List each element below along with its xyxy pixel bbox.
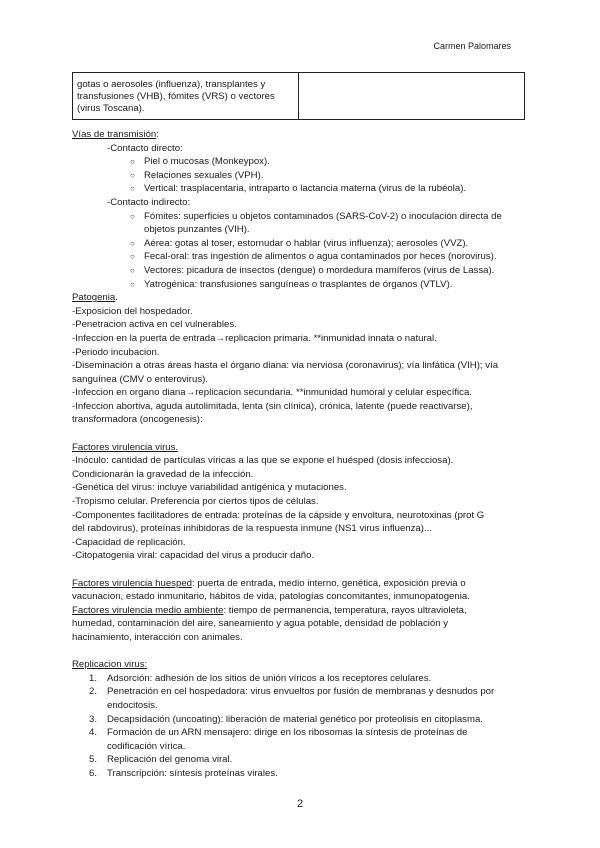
item-text: Formación de un ARN mensajero: dirige en los ribosomas la síntesis de proteínas de xyxy=(107,727,468,739)
bullet-text: Vertical: trasplacentaria, intraparto o lactancia materna (virus de la rubéola). xyxy=(144,183,467,195)
numbered-item xyxy=(72,713,528,727)
bullet-text: Fecal-oral: tras ingestión de alimentos o agua contaminados por heces (norovirus). xyxy=(144,251,497,263)
section-heading-replicacion xyxy=(72,658,528,672)
section-factores-huesped xyxy=(72,577,528,591)
item-number: 5. xyxy=(89,754,98,766)
bullet-icon: ○ xyxy=(130,238,135,248)
factores-virus-lines xyxy=(72,454,528,563)
bullet-text: Yatrogénica: transfusiones sanguíneas o trasplantes de órganos (VTLV). xyxy=(144,278,453,290)
heading-suffix: . xyxy=(115,292,118,304)
bullet-item xyxy=(72,264,528,278)
bullet-item xyxy=(72,155,528,169)
bullet-icon: ○ xyxy=(130,170,135,180)
page-number: 2 xyxy=(296,798,304,810)
paragraph-text: : tiempo de permanencia, temperatura, rayos ultravioleta, xyxy=(223,604,467,616)
item-text-continuation: codificación vírica. xyxy=(107,740,186,752)
bullet-item xyxy=(72,278,528,292)
paragraph-line: -Capacidad de replicación. xyxy=(72,536,186,548)
bullet-text: Vectores: picadura de insectos (dengue) o mordedura mamíferos (virus de Lassa). xyxy=(144,264,495,276)
paragraph-line: sanguínea (CMV o enterovirus). xyxy=(72,373,208,385)
patogenia-lines xyxy=(72,305,528,427)
paragraph-line: -Infeccion abortiva, aguda autolimitada, lenta (sin clínica), crónica, latente (puede reactivarse), xyxy=(72,400,473,412)
table-cell-left xyxy=(73,73,299,119)
numbered-item xyxy=(72,726,528,740)
bullet-icon: ○ xyxy=(130,157,135,167)
item-number: 6. xyxy=(89,767,98,779)
bullet-item xyxy=(72,237,528,251)
section-heading-factores-virus xyxy=(72,441,528,455)
section-factores-medio xyxy=(72,604,528,618)
numbered-item xyxy=(72,685,528,699)
paragraph-line: hacinamiento, interacción con animales. xyxy=(72,631,243,643)
bullet-item xyxy=(72,210,528,224)
heading-text: Patogenia xyxy=(72,292,116,304)
paragraph-line: -Infeccion en la puerta de entrada→replicacion primaria. **inmunidad innata o natural. xyxy=(72,332,437,344)
paragraph-line: -Tropismo celular. Preferencia por ciertos tipos de células. xyxy=(72,496,319,508)
heading-suffix: : xyxy=(156,129,159,140)
paragraph-line: -Componentes facilitadores de entrada: proteínas de la cápside y envoltura, neurotoxinas (prot G xyxy=(72,509,485,521)
item-text: Penetración en cel hospedadora: virus envueltos por fusión de membranas y desnudos por xyxy=(107,686,495,698)
item-number: 1. xyxy=(89,672,98,684)
heading-text: Factores virulencia virus. xyxy=(72,441,179,453)
paragraph-line: vacunacion, estado inmunitario, hábitos de vida, patologías concomitantes, inmunopatogenia. xyxy=(72,591,470,603)
section-heading-patogenia xyxy=(72,291,528,305)
bullet-text: Fómites: superficies u objetos contaminados (SARS-CoV-2) o inoculación directa de xyxy=(144,210,502,222)
numbered-list-replicacion xyxy=(72,672,528,781)
paragraph-line: -Citopatogenia viral: capacidad del virus a producir daño. xyxy=(72,550,315,562)
page-content xyxy=(72,128,528,781)
bullet-list-indirecto xyxy=(72,210,528,292)
item-text: Replicación del genoma viral. xyxy=(107,754,233,766)
item-text: Decapsidación (uncoating): liberación de material genético por proteolisis en citoplasma. xyxy=(107,713,483,725)
bullet-text: Relaciones sexuales (VPH). xyxy=(144,169,264,181)
paragraph-text: : puerta de entrada, medio interno, genética, exposición previa o xyxy=(192,577,466,589)
paragraph-line: -Inóculo: cantidad de partículas víricas a las que se expone el huésped (dosis infecciosa). xyxy=(72,455,454,467)
paragraph-line: transformadora (oncogenesis): xyxy=(72,414,203,426)
paragraph-line: del rabdovirus), proteínas inhibidoras de la respuesta inmune (NS1 virus influenza)... xyxy=(72,523,432,535)
item-number: 3. xyxy=(89,713,98,725)
bullet-text-continuation: objetos punzantes (VIH). xyxy=(144,224,250,236)
item-text: Transcripción: síntesis proteínas virales. xyxy=(107,767,278,779)
bullet-item xyxy=(72,182,528,196)
sublabel-contacto-directo: -Contacto directo: xyxy=(107,142,183,154)
item-text-continuation: endocitosis. xyxy=(107,699,158,711)
bullet-text: Piel o mucosas (Monkeypox). xyxy=(144,156,270,168)
bullet-icon: ○ xyxy=(130,279,135,289)
bullet-icon: ○ xyxy=(130,211,135,221)
item-number: 2. xyxy=(89,686,98,698)
item-text: Adsorción: adhesión de los sitios de unión víricos a los receptores celulares. xyxy=(107,672,432,684)
paragraph-line: -Diseminación a otras áreas hasta el órgano diana: via nerviosa (coronavirus); vía linfática (VIH); vía xyxy=(72,360,499,372)
heading-text: Factores virulencia huesped xyxy=(72,577,192,589)
bullet-icon: ○ xyxy=(130,265,135,275)
paragraph-line: humedad, contaminación del aire, saneamiento y agua potable, densidad de población y xyxy=(72,618,449,630)
table-cell-right xyxy=(299,73,524,119)
bullet-icon: ○ xyxy=(130,252,135,262)
paragraph-line: -Infeccion en organo diana→replicacion secundaria. **inmunidad humoral y celular específica. xyxy=(72,387,472,399)
header-author: Carmen Palomares xyxy=(433,41,511,51)
numbered-item xyxy=(72,753,528,767)
bullet-item xyxy=(72,250,528,264)
numbered-item xyxy=(72,767,528,781)
table-cell-line: gotas o aerosoles (influenza), transplantes y xyxy=(77,79,266,90)
item-number: 4. xyxy=(89,727,98,739)
paragraph-line: -Genética del virus: incluye variabilidad antigénica y mutaciones. xyxy=(72,482,347,494)
heading-text: Factores virulencia medio ambiente xyxy=(72,604,224,616)
paragraph-line: -Exposicion del hospedador. xyxy=(72,305,193,317)
bullet-item xyxy=(72,169,528,183)
heading-text: Vías de transmisión xyxy=(72,129,157,140)
table-cell-line: transfusiones (VHB), fómites (VRS) o vectores xyxy=(77,91,275,102)
paragraph-line: Condicionarán la gravedad de la infección. xyxy=(72,468,254,480)
numbered-item xyxy=(72,672,528,686)
continuation-table xyxy=(72,72,525,120)
sublabel-contacto-indirecto: -Contacto indirecto: xyxy=(107,196,191,208)
bullet-list-directo xyxy=(72,155,528,196)
table-cell-line: (virus Toscana). xyxy=(77,103,145,114)
paragraph-line: -Periodo incubacion. xyxy=(72,346,160,358)
paragraph-line: -Penetracion activa en cel vulnerables. xyxy=(72,319,237,331)
heading-text: Replicacion virus: xyxy=(72,659,148,671)
section-heading-vias xyxy=(72,128,528,142)
bullet-text: Aérea: gotas al toser, estornudar o hablar (virus influenza); aerosoles (VVZ). xyxy=(144,237,469,249)
bullet-icon: ○ xyxy=(130,184,135,194)
